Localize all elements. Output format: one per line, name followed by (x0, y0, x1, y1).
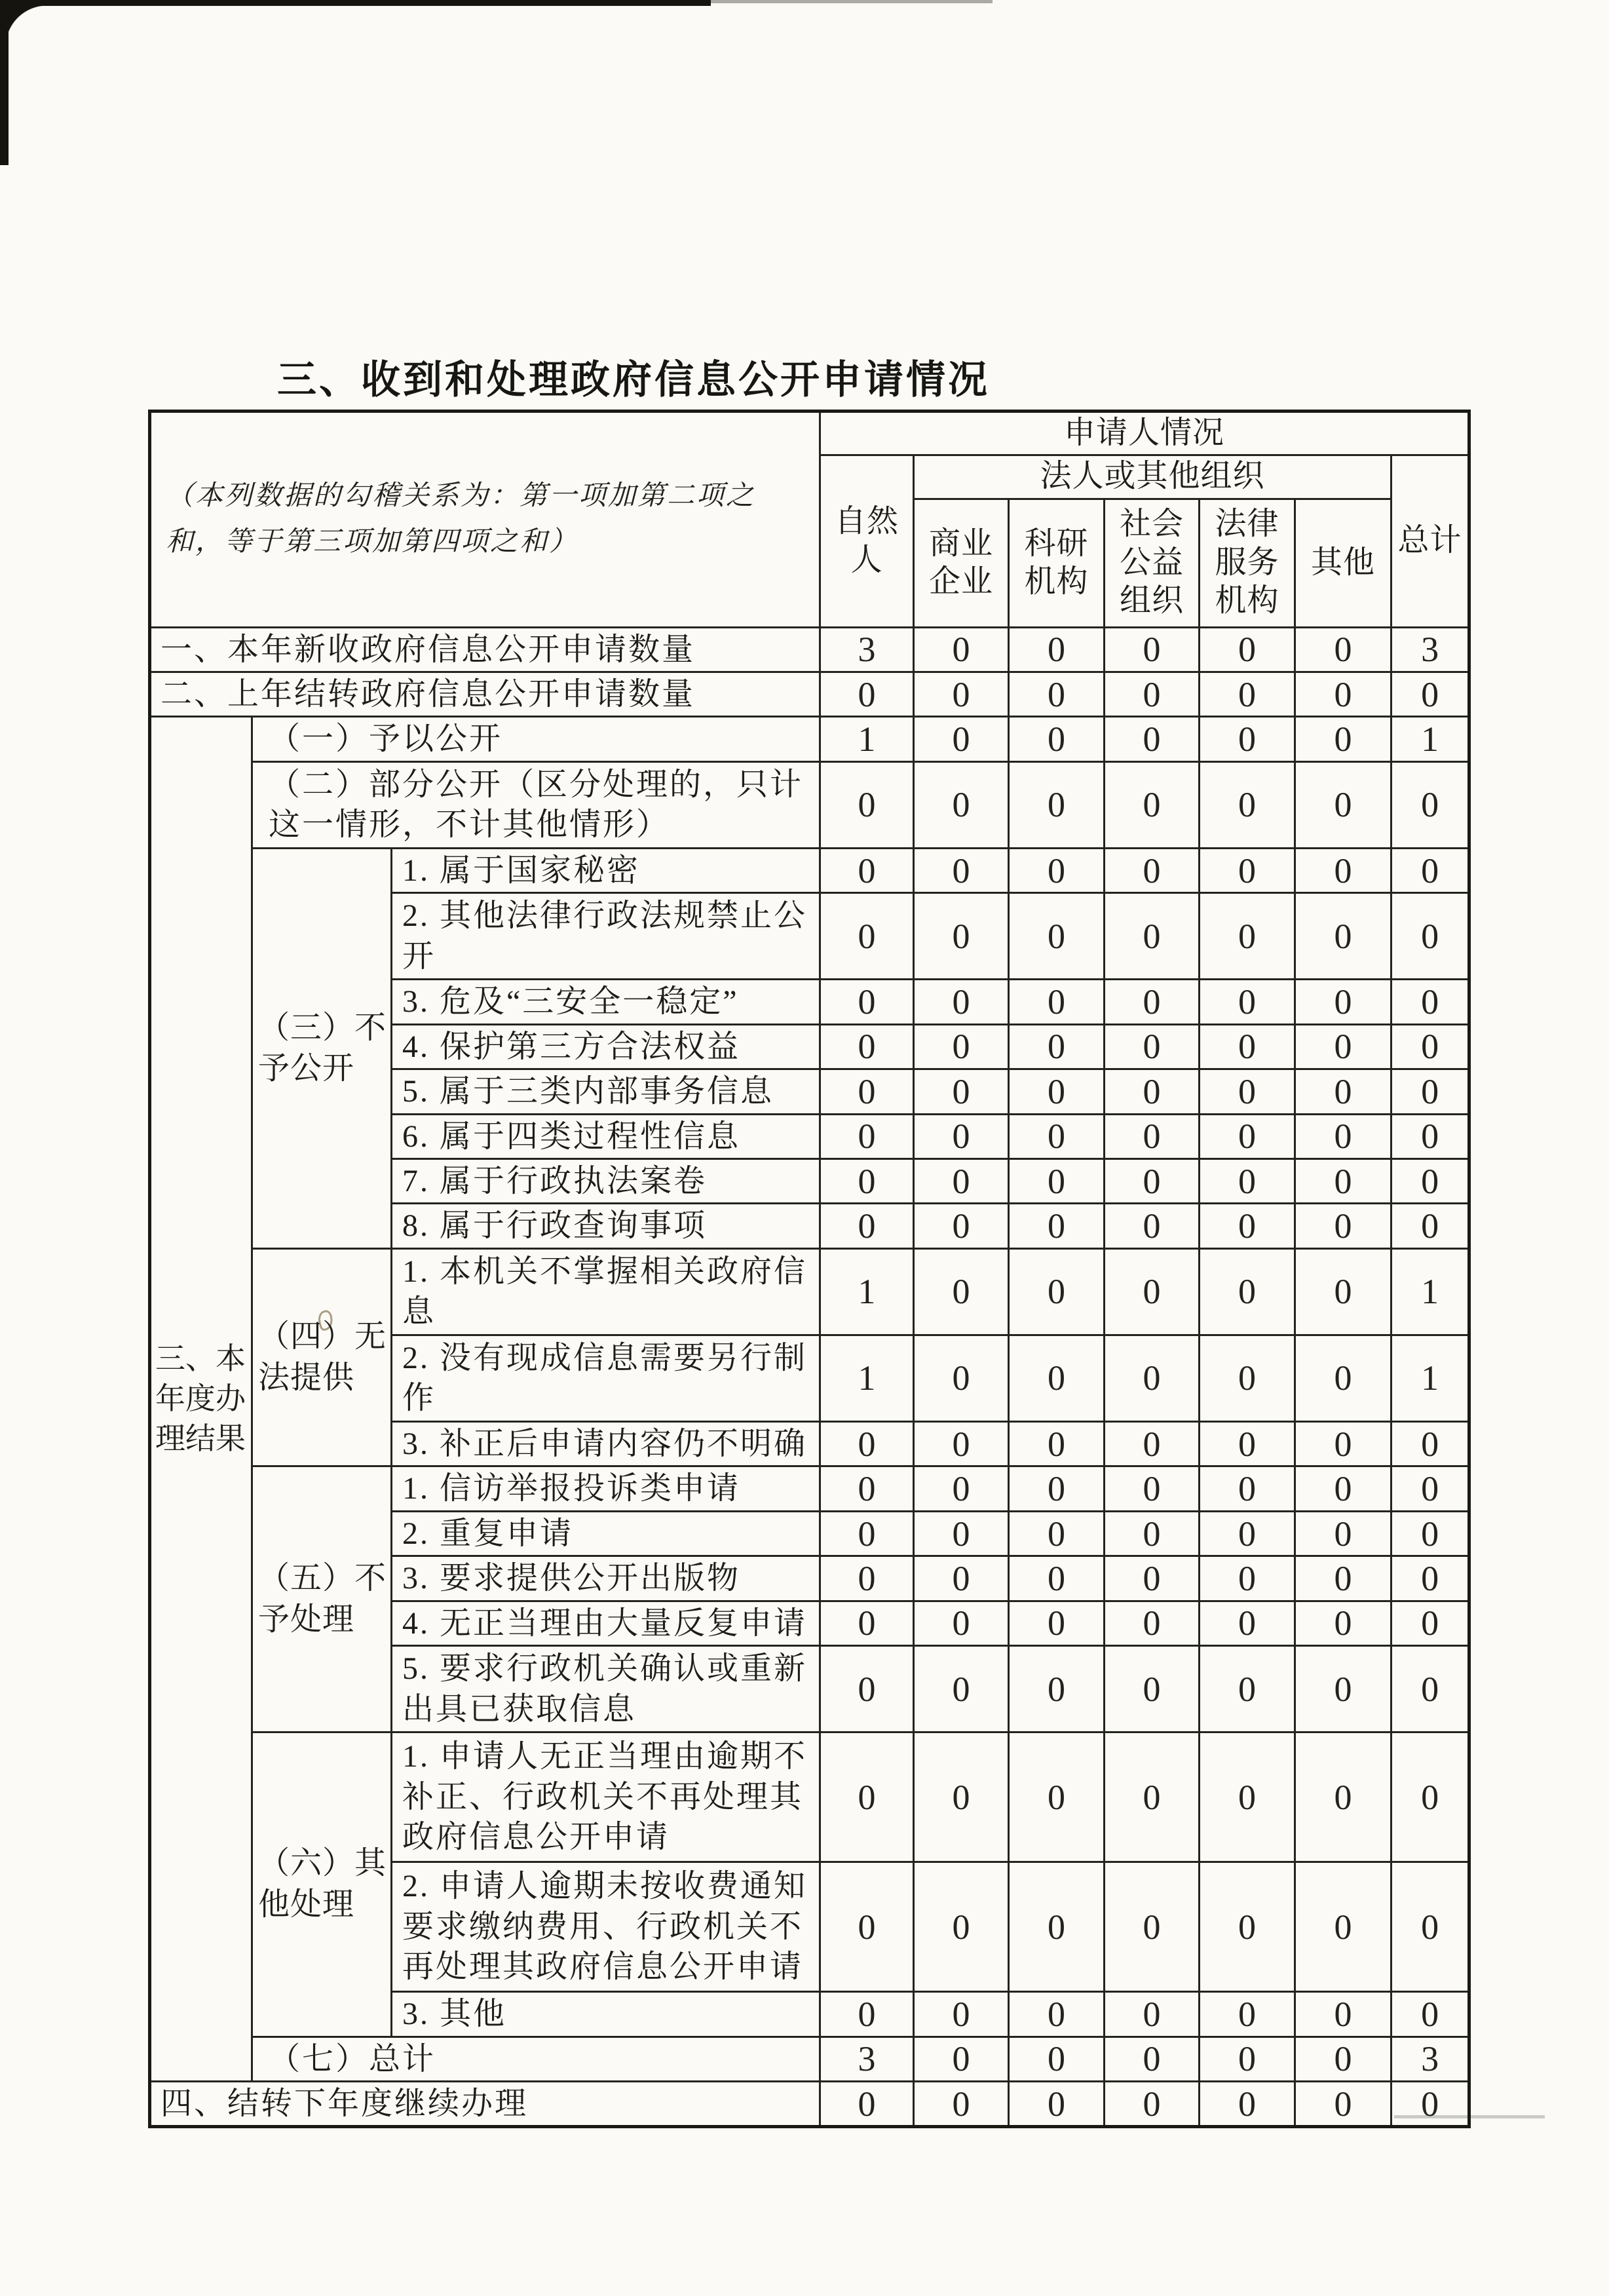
value-cell: 0 (1200, 893, 1295, 980)
value-cell: 0 (1200, 1732, 1295, 1862)
value-cell: 0 (1295, 1421, 1391, 1466)
value-cell: 0 (1295, 1248, 1391, 1335)
value-cell: 0 (1295, 627, 1391, 672)
table-row (150, 2037, 1469, 2081)
value-cell: 0 (1295, 1732, 1391, 1862)
row-label: 2. 申请人逾期未按收费通知要求缴纳费用、行政机关不再处理其政府信息公开申请 (392, 1862, 820, 1992)
value-cell: 0 (1009, 1601, 1105, 1645)
row-label: （七）总计 (252, 2037, 820, 2081)
value-cell: 0 (1009, 1556, 1105, 1601)
value-cell: 0 (820, 1114, 914, 1158)
column-header-legal-service-org: 法律服务机构 (1200, 499, 1295, 627)
value-cell: 0 (1009, 717, 1105, 761)
value-cell: 0 (820, 1646, 914, 1732)
value-cell: 0 (1009, 1862, 1105, 1992)
value-cell: 0 (1295, 1069, 1391, 1114)
value-cell: 0 (1009, 627, 1105, 672)
value-cell: 0 (1295, 893, 1391, 980)
value-cell: 0 (1009, 1069, 1105, 1114)
value-cell: 0 (1105, 1862, 1200, 1992)
value-cell: 0 (1105, 2037, 1200, 2081)
value-cell: 0 (1391, 1862, 1469, 1992)
value-cell: 0 (1200, 761, 1295, 848)
row-label: 7. 属于行政执法案卷 (392, 1159, 820, 1204)
value-cell: 0 (1200, 1421, 1295, 1466)
value-cell: 0 (914, 627, 1009, 672)
value-cell: 0 (820, 848, 914, 892)
value-cell: 0 (1200, 627, 1295, 672)
row-label: 5. 属于三类内部事务信息 (392, 1069, 820, 1114)
value-cell: 0 (1009, 1024, 1105, 1069)
value-cell: 1 (1391, 1335, 1469, 1421)
row-label: 3. 危及“三安全一稳定” (392, 980, 820, 1024)
value-cell: 0 (1391, 1646, 1469, 1732)
value-cell: 0 (820, 1204, 914, 1248)
row-label: 2. 重复申请 (392, 1511, 820, 1556)
value-cell: 0 (914, 1992, 1009, 2037)
value-cell: 0 (1295, 1335, 1391, 1421)
value-cell: 0 (1009, 1159, 1105, 1204)
value-cell: 0 (1200, 1335, 1295, 1421)
value-cell: 0 (1105, 1204, 1200, 1248)
value-cell: 0 (1295, 1601, 1391, 1645)
value-cell: 0 (914, 1114, 1009, 1158)
row-label: 1. 本机关不掌握相关政府信息 (392, 1248, 820, 1335)
value-cell: 0 (1105, 1421, 1200, 1466)
row-label: 2. 没有现成信息需要另行制作 (392, 1335, 820, 1421)
value-cell: 0 (1200, 1069, 1295, 1114)
value-cell: 0 (914, 717, 1009, 761)
value-cell: 0 (914, 1421, 1009, 1466)
value-cell: 0 (1200, 1159, 1295, 1204)
section-label-unable-to-provide: （四）无法提供 (252, 1248, 392, 1466)
value-cell: 0 (1391, 1024, 1469, 1069)
table-row (150, 1732, 1469, 1862)
value-cell: 0 (914, 1646, 1009, 1732)
value-cell: 0 (914, 1335, 1009, 1421)
column-header-legal-or-other-org: 法人或其他组织 (914, 455, 1391, 499)
table-row (150, 2081, 1469, 2126)
value-cell: 0 (1105, 627, 1200, 672)
row-label: 5. 要求行政机关确认或重新出具已获取信息 (392, 1646, 820, 1732)
value-cell: 0 (914, 893, 1009, 980)
value-cell: 0 (914, 672, 1009, 716)
value-cell: 0 (1009, 893, 1105, 980)
value-cell: 0 (1200, 1601, 1295, 1645)
value-cell: 0 (1009, 1421, 1105, 1466)
row-label: 1. 信访举报投诉类申请 (392, 1466, 820, 1511)
value-cell: 0 (1295, 1114, 1391, 1158)
value-cell: 3 (1391, 2037, 1469, 2081)
row-label: （一）予以公开 (252, 717, 820, 761)
value-cell: 0 (1295, 980, 1391, 1024)
row-label: 3. 其他 (392, 1992, 820, 2037)
column-header-commercial-enterprise: 商业企业 (914, 499, 1009, 627)
value-cell: 0 (1009, 1992, 1105, 2037)
value-cell: 0 (1391, 1421, 1469, 1466)
value-cell: 0 (1295, 1992, 1391, 2037)
value-cell: 0 (1009, 1466, 1105, 1511)
section-label-not-disclosed: （三）不予公开 (252, 848, 392, 1248)
row-label: 6. 属于四类过程性信息 (392, 1114, 820, 1158)
value-cell: 0 (914, 1732, 1009, 1862)
table-row (150, 672, 1469, 716)
value-cell: 0 (1295, 1511, 1391, 1556)
value-cell: 0 (1200, 1114, 1295, 1158)
value-cell: 0 (914, 1159, 1009, 1204)
value-cell: 0 (820, 1159, 914, 1204)
value-cell: 0 (820, 1601, 914, 1645)
value-cell: 0 (914, 1204, 1009, 1248)
value-cell: 0 (1200, 1024, 1295, 1069)
section-label-year-results: 三、本年度办理结果 (150, 717, 252, 2082)
row-label: 1. 申请人无正当理由逾期不补正、行政机关不再处理其政府信息公开申请 (392, 1732, 820, 1862)
value-cell: 3 (1391, 627, 1469, 672)
value-cell: 0 (1200, 672, 1295, 716)
row-label: 3. 补正后申请内容仍不明确 (392, 1421, 820, 1466)
value-cell: 0 (1105, 1114, 1200, 1158)
value-cell: 0 (1295, 1862, 1391, 1992)
row-label: 四、结转下年度继续办理 (150, 2081, 820, 2126)
value-cell: 0 (1200, 1992, 1295, 2037)
value-cell: 0 (1295, 717, 1391, 761)
table-row (150, 761, 1469, 848)
value-cell: 0 (1391, 672, 1469, 716)
value-cell: 0 (1105, 717, 1200, 761)
value-cell: 0 (820, 893, 914, 980)
value-cell: 0 (1009, 1204, 1105, 1248)
scan-edge-top-faint (711, 0, 993, 3)
value-cell: 0 (1009, 1335, 1105, 1421)
value-cell: 0 (1391, 1114, 1469, 1158)
page-title: 三、收到和处理政府信息公开申请情况 (277, 358, 990, 402)
value-cell: 0 (820, 1732, 914, 1862)
value-cell: 0 (1105, 761, 1200, 848)
value-cell: 0 (1105, 1159, 1200, 1204)
value-cell: 0 (1295, 761, 1391, 848)
value-cell: 0 (1200, 2081, 1295, 2126)
value-cell: 0 (1105, 1992, 1200, 2037)
value-cell: 0 (1295, 2037, 1391, 2081)
value-cell: 0 (1391, 1732, 1469, 1862)
value-cell: 0 (1200, 848, 1295, 892)
row-label: 4. 保护第三方合法权益 (392, 1024, 820, 1069)
table-note: （本列数据的勾稽关系为：第一项加第二项之和，等于第三项加第四项之和） (150, 411, 820, 628)
row-label: 3. 要求提供公开出版物 (392, 1556, 820, 1601)
value-cell: 0 (914, 1511, 1009, 1556)
value-cell: 0 (1391, 1992, 1469, 2037)
value-cell: 1 (820, 717, 914, 761)
value-cell: 0 (914, 1069, 1009, 1114)
value-cell: 0 (1391, 761, 1469, 848)
table-row (150, 1248, 1469, 1335)
table-row (150, 848, 1469, 892)
value-cell: 0 (1200, 717, 1295, 761)
value-cell: 0 (1200, 1248, 1295, 1335)
value-cell: 0 (820, 980, 914, 1024)
row-label: 1. 属于国家秘密 (392, 848, 820, 892)
value-cell: 0 (1105, 1466, 1200, 1511)
value-cell: 0 (820, 672, 914, 716)
value-cell: 0 (1295, 1024, 1391, 1069)
value-cell: 0 (1391, 1601, 1469, 1645)
value-cell: 0 (1391, 1556, 1469, 1601)
value-cell: 0 (1295, 1159, 1391, 1204)
value-cell: 0 (1200, 1862, 1295, 1992)
column-header-applicant-status: 申请人情况 (820, 411, 1469, 455)
value-cell: 0 (1009, 761, 1105, 848)
value-cell: 0 (820, 1024, 914, 1069)
value-cell: 0 (1391, 1466, 1469, 1511)
value-cell: 0 (1295, 1646, 1391, 1732)
value-cell: 0 (820, 1511, 914, 1556)
value-cell: 0 (1105, 672, 1200, 716)
value-cell: 0 (1200, 1466, 1295, 1511)
value-cell: 0 (1009, 980, 1105, 1024)
value-cell: 0 (1009, 2081, 1105, 2126)
scan-corner-round (0, 0, 47, 47)
value-cell: 0 (914, 2081, 1009, 2126)
column-header-research-institution: 科研机构 (1009, 499, 1105, 627)
value-cell: 0 (1105, 893, 1200, 980)
value-cell: 0 (1295, 1556, 1391, 1601)
value-cell: 0 (1200, 980, 1295, 1024)
value-cell: 0 (1200, 1646, 1295, 1732)
value-cell: 1 (1391, 1248, 1469, 1335)
value-cell: 0 (914, 1248, 1009, 1335)
value-cell: 0 (1200, 1556, 1295, 1601)
value-cell: 0 (1295, 1204, 1391, 1248)
column-header-natural-person: 自然人 (820, 455, 914, 627)
value-cell: 0 (1105, 1556, 1200, 1601)
value-cell: 1 (1391, 717, 1469, 761)
value-cell: 0 (914, 761, 1009, 848)
value-cell: 1 (820, 1335, 914, 1421)
value-cell: 0 (820, 1466, 914, 1511)
column-header-public-welfare-org: 社会公益组织 (1105, 499, 1200, 627)
value-cell: 0 (1009, 848, 1105, 892)
value-cell: 0 (820, 1862, 914, 1992)
value-cell: 0 (820, 2081, 914, 2126)
value-cell: 0 (820, 1421, 914, 1466)
value-cell: 0 (1391, 2081, 1469, 2126)
value-cell: 0 (1391, 893, 1469, 980)
column-header-total: 总计 (1391, 455, 1469, 627)
section-label-other-handling: （六）其他处理 (252, 1732, 392, 2037)
row-label: 2. 其他法律行政法规禁止公开 (392, 893, 820, 980)
value-cell: 0 (1295, 2081, 1391, 2126)
value-cell: 0 (1105, 848, 1200, 892)
header-row (150, 411, 1469, 455)
value-cell: 0 (914, 980, 1009, 1024)
row-label: 4. 无正当理由大量反复申请 (392, 1601, 820, 1645)
value-cell: 0 (1105, 1511, 1200, 1556)
value-cell: 0 (1009, 672, 1105, 716)
row-label: 8. 属于行政查询事项 (392, 1204, 820, 1248)
value-cell: 0 (1009, 1511, 1105, 1556)
value-cell: 0 (1391, 1204, 1469, 1248)
row-label: 二、上年结转政府信息公开申请数量 (150, 672, 820, 716)
table-row (150, 717, 1469, 761)
value-cell: 0 (1105, 1335, 1200, 1421)
value-cell: 0 (914, 1862, 1009, 1992)
column-header-other: 其他 (1295, 499, 1391, 627)
value-cell: 0 (1295, 1466, 1391, 1511)
value-cell: 0 (1009, 1646, 1105, 1732)
value-cell: 0 (1105, 1732, 1200, 1862)
value-cell: 0 (1295, 672, 1391, 716)
value-cell: 0 (1391, 980, 1469, 1024)
value-cell: 0 (1391, 1069, 1469, 1114)
value-cell: 0 (1105, 980, 1200, 1024)
value-cell: 0 (1105, 2081, 1200, 2126)
value-cell: 0 (1009, 2037, 1105, 2081)
value-cell: 0 (1200, 1204, 1295, 1248)
value-cell: 0 (820, 761, 914, 848)
value-cell: 0 (820, 1069, 914, 1114)
row-label: 一、本年新收政府信息公开申请数量 (150, 627, 820, 672)
value-cell: 0 (1105, 1069, 1200, 1114)
value-cell: 0 (1295, 848, 1391, 892)
value-cell: 0 (914, 1024, 1009, 1069)
value-cell: 0 (1009, 1732, 1105, 1862)
value-cell: 0 (1391, 1511, 1469, 1556)
value-cell: 0 (914, 1556, 1009, 1601)
value-cell: 0 (1105, 1646, 1200, 1732)
value-cell: 3 (820, 2037, 914, 2081)
table-row (150, 1466, 1469, 1511)
value-cell: 0 (1200, 1511, 1295, 1556)
value-cell: 0 (914, 848, 1009, 892)
value-cell: 0 (914, 1601, 1009, 1645)
value-cell: 0 (1009, 1114, 1105, 1158)
value-cell: 0 (820, 1556, 914, 1601)
value-cell: 0 (1391, 848, 1469, 892)
section-label-not-processed: （五）不予处理 (252, 1466, 392, 1732)
value-cell: 0 (1105, 1024, 1200, 1069)
value-cell: 0 (1105, 1601, 1200, 1645)
value-cell: 0 (1200, 2037, 1295, 2081)
value-cell: 0 (1009, 1248, 1105, 1335)
table-row (150, 627, 1469, 672)
value-cell: 0 (914, 1466, 1009, 1511)
value-cell: 0 (1391, 1159, 1469, 1204)
value-cell: 0 (914, 2037, 1009, 2081)
row-label: （二）部分公开（区分处理的，只计这一情形，不计其他情形） (252, 761, 820, 848)
value-cell: 0 (820, 1992, 914, 2037)
scan-edge-top (0, 0, 711, 6)
applications-table (148, 410, 1471, 2128)
value-cell: 1 (820, 1248, 914, 1335)
value-cell: 3 (820, 627, 914, 672)
value-cell: 0 (1105, 1248, 1200, 1335)
